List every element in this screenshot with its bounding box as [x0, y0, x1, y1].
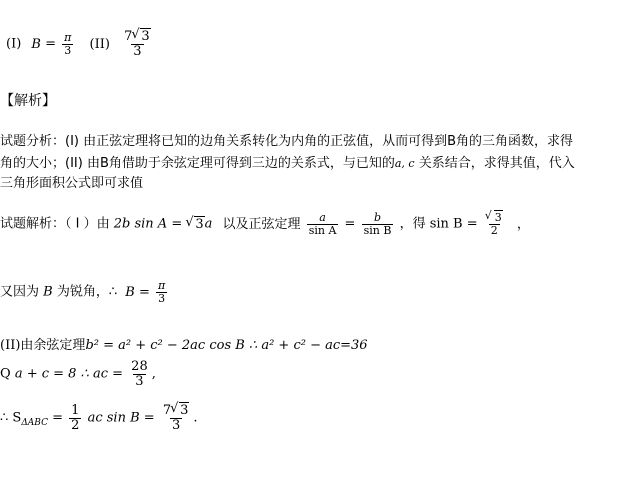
step3-sqrt [171, 404, 189, 418]
part1-label: (I) [6, 36, 22, 52]
part2-line [0, 334, 368, 353]
step3-result-numerator [161, 404, 192, 418]
sine-law-equals: = [344, 216, 356, 232]
acute-lhs: B = [125, 284, 150, 300]
part2-fraction [122, 30, 153, 58]
step3-equals: = [52, 410, 64, 426]
solution-get-text: ，得 [399, 216, 426, 232]
analysis-line-2 [0, 152, 575, 171]
part2-line-text: 由余弦定理 [20, 338, 86, 353]
part1-equals: = [45, 36, 57, 52]
step3-lead: ∴ S [0, 410, 22, 426]
part2-numerator [122, 30, 153, 44]
step3-line [0, 404, 198, 432]
analysis-line-2-start: 角的大小；(II) 由B角借助于余弦定理可得到三边的关系式，与已知的 [0, 156, 395, 171]
analysis-line-2-end: 关系结合，求得其值，代入 [414, 156, 575, 171]
sinB-fraction [484, 212, 505, 236]
answer-line [6, 30, 155, 58]
sine-law-fraction-b [362, 212, 394, 236]
sinB-label: sin B = [429, 216, 478, 232]
step3-coef: 7 [162, 403, 172, 418]
acute-denominator: 3 [158, 291, 166, 305]
analysis-line-3: 三角形面积公式即可求值 [0, 176, 144, 191]
solution-mid-text: 以及正弦定理 [222, 216, 301, 232]
half-denominator: 2 [71, 417, 80, 433]
solution-line-1 [0, 212, 530, 236]
part2-line-label: (II) [0, 338, 21, 353]
part1-numerator: π [64, 31, 72, 45]
step3-half-fraction [69, 404, 81, 432]
step2-fraction [129, 360, 150, 388]
step2-numerator: 28 [131, 359, 148, 374]
acute-variable: B [43, 284, 53, 300]
solution-eq1-right: a [204, 216, 213, 232]
sinB-sqrt [486, 212, 503, 224]
solution-intro: 试题解析：（ I ）由 [0, 216, 110, 232]
part2-radicand: 3 [141, 29, 150, 44]
solution-eq1-left: 2b sin A = [113, 216, 187, 232]
sine-law-fraction-a [307, 212, 339, 236]
sinB-radicand: 3 [494, 211, 502, 224]
step2-equation: a + c = 8 ∴ ac = [14, 366, 124, 382]
step3-result-fraction [161, 404, 192, 432]
acute-angle-line [0, 280, 169, 304]
part2-sqrt [132, 30, 150, 44]
step2-lead: Q [0, 366, 11, 382]
step3-tail: . [193, 410, 198, 426]
half-numerator: 1 [71, 403, 80, 418]
sinB-denominator: 2 [490, 223, 498, 237]
part1-variable: B [31, 36, 41, 52]
frac-a-den: sin A [308, 223, 337, 237]
section-header: 【解析】 [0, 93, 56, 109]
step2-line [0, 360, 156, 388]
sinB-numerator [484, 212, 505, 224]
frac-a-num: a [319, 211, 326, 224]
cosine-law-equation: b² = a² + c² − 2ac cos B ∴ a² + c² − ac=36 [85, 338, 368, 353]
step3-result-denominator: 3 [171, 417, 181, 433]
acute-numerator: π [158, 279, 166, 292]
step3-radicand: 3 [180, 403, 189, 418]
part2-label: (II) [89, 36, 110, 52]
solution-eq1-sqrt [186, 217, 204, 232]
step3-mid: ac sin B = [87, 410, 155, 426]
step2-tail: , [151, 366, 156, 382]
solution-eq1-radicand: 3 [195, 216, 204, 232]
analysis-line-1: 试题分析：(I) 由正弦定理将已知的边角关系转化为内角的正弦值，从而可得到B角的三角函数，求得 [0, 134, 574, 149]
frac-b-den: sin B [363, 223, 392, 237]
part2-coef: 7 [124, 29, 133, 44]
acute-fraction [156, 280, 167, 304]
part2-denominator: 3 [133, 43, 142, 59]
analysis-vars: a, c [394, 157, 415, 170]
part1-fraction [62, 32, 73, 56]
solution-end-comma: ， [516, 216, 530, 232]
step3-subscript: ΔABC [21, 418, 48, 429]
frac-b-num: b [373, 211, 382, 224]
step2-denominator: 3 [135, 373, 144, 389]
acute-text-start: 又因为 [0, 284, 40, 300]
part1-denominator: 3 [64, 43, 72, 57]
acute-text-end: 为锐角，∴ [56, 284, 118, 300]
